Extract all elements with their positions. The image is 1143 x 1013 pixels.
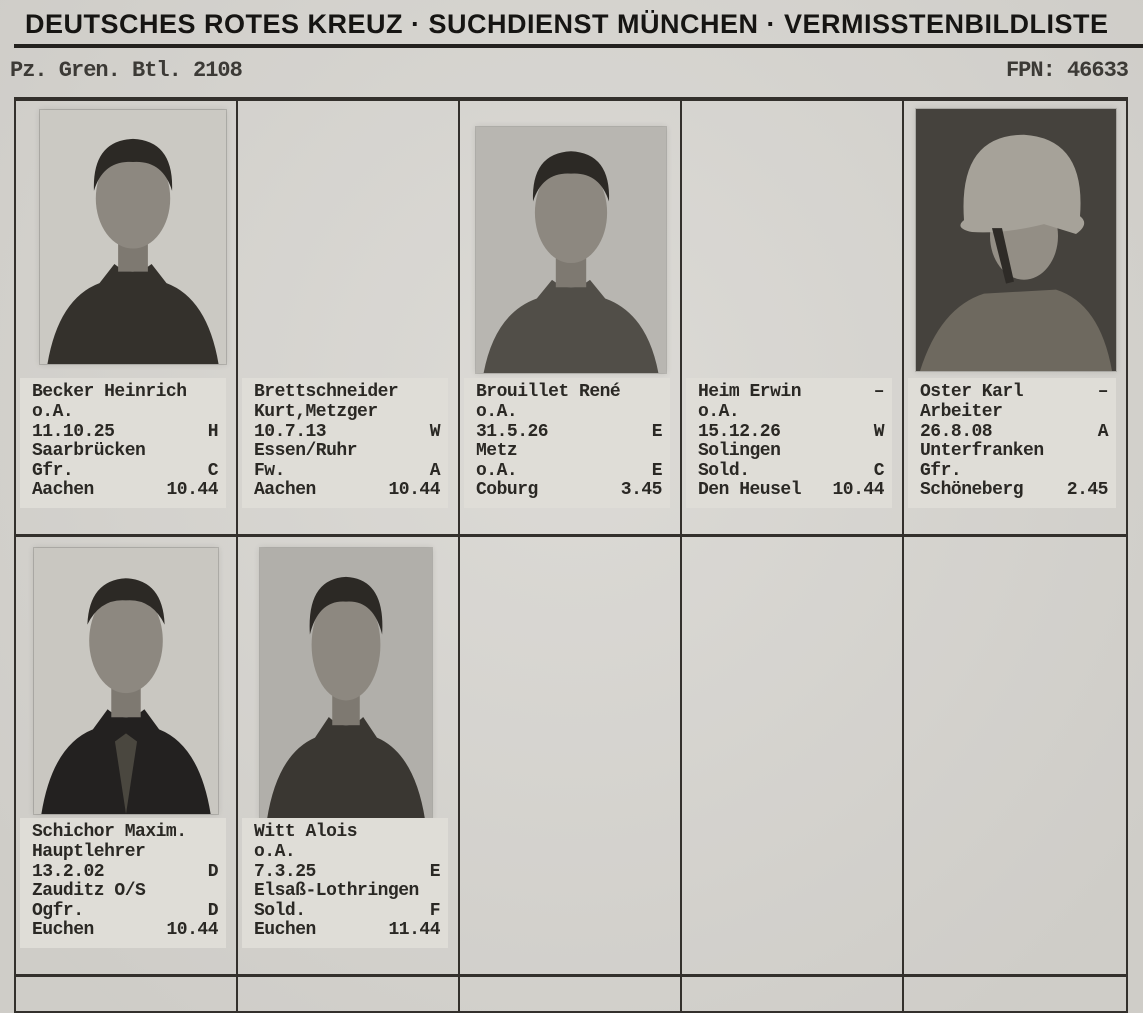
portrait-photo-brouillet [476, 127, 666, 373]
empty-cell [460, 977, 682, 1011]
entry-line [698, 383, 884, 403]
entry-cell-schichor-maxim [16, 537, 238, 977]
entry-field-left: Gfr. [920, 460, 962, 481]
entry-field-right: 10.44 [166, 920, 218, 941]
entry-field-left: 13.2.02 [32, 861, 105, 882]
entry-field-left: 31.5.26 [476, 421, 549, 442]
entry-field-right: W [873, 421, 884, 442]
entry-field-right: 10.44 [832, 480, 884, 501]
empty-cell [904, 977, 1126, 1011]
entry-field-left: Saarbrücken [32, 441, 146, 462]
entry-field-left: Aachen [254, 480, 316, 501]
entry-line [254, 823, 440, 843]
entry-label [686, 378, 892, 508]
document-title: DEUTSCHES ROTES KREUZ · SUCHDIENST MÜNCHEN · VERMISSTENBILDLISTE [25, 9, 1109, 39]
entry-field-left: Sold. [254, 900, 306, 921]
entry-field-right: – [1097, 382, 1108, 403]
entry-line [920, 462, 1108, 482]
entry-field-right: A [429, 460, 440, 481]
entry-field-left: Oster Karl [920, 382, 1024, 403]
entry-field-right: W [429, 421, 440, 442]
entry-field-left: 7.3.25 [254, 861, 316, 882]
entry-line [32, 843, 218, 863]
empty-cell [460, 537, 682, 977]
entry-field-left: Aachen [32, 480, 94, 501]
empty-cell [16, 977, 238, 1011]
entry-line [920, 442, 1108, 462]
unit-designation: Pz. Gren. Btl. 2108 [10, 58, 242, 83]
subheader [10, 58, 1128, 83]
entry-cell-heim-erwin [682, 101, 904, 537]
entry-field-left: Coburg [476, 480, 538, 501]
portrait-photo-schichor [34, 548, 218, 814]
entry-field-left: 15.12.26 [698, 421, 781, 442]
entry-field-left: Sold. [698, 460, 750, 481]
portrait-photo-becker [40, 110, 226, 364]
entry-field-left: Metz [476, 441, 518, 462]
entry-field-right: E [651, 460, 662, 481]
entry-label [20, 818, 226, 948]
entry-field-left: Euchen [32, 920, 94, 941]
entry-field-left: Den Heusel [698, 480, 802, 501]
entry-line [32, 882, 218, 902]
entry-field-left: 26.8.08 [920, 421, 993, 442]
entry-label [20, 378, 226, 508]
entry-field-right: 3.45 [620, 480, 662, 501]
entry-line [32, 823, 218, 843]
entry-field-left: Schichor Maxim. [32, 822, 187, 843]
entry-line [476, 462, 662, 482]
entry-line [698, 423, 884, 443]
entry-field-left: Heim Erwin [698, 382, 802, 403]
entry-field-right: C [873, 460, 884, 481]
entry-field-left: o.A. [32, 402, 74, 423]
entry-line [698, 442, 884, 462]
entry-cell-brouillet-rene [460, 101, 682, 537]
field-post-number: FPN: 46633 [1005, 58, 1128, 83]
entry-line [32, 902, 218, 922]
entry-field-left: Euchen [254, 920, 316, 941]
entry-field-left: Unterfranken [920, 441, 1044, 462]
entry-line [698, 481, 884, 501]
entry-field-right: H [207, 421, 218, 442]
entry-line [32, 423, 218, 443]
entry-field-left: Kurt,Metzger [254, 402, 378, 423]
entry-field-left: o.A. [476, 402, 518, 423]
empty-cell [238, 977, 460, 1011]
entry-line [32, 481, 218, 501]
entry-field-right: A [1097, 421, 1108, 442]
entry-line [32, 442, 218, 462]
entry-field-right: E [651, 421, 662, 442]
entry-line [476, 403, 662, 423]
entry-line [476, 442, 662, 462]
entry-line [254, 403, 440, 423]
entry-label [908, 378, 1116, 508]
entry-field-right: 11.44 [388, 920, 440, 941]
entry-field-left: Elsaß-Lothringen [254, 881, 419, 902]
entry-field-right: – [873, 382, 884, 403]
entry-line [698, 403, 884, 423]
entry-line [920, 481, 1108, 501]
entry-line [254, 442, 440, 462]
photo-list-grid [14, 97, 1128, 1013]
entry-cell-witt-alois [238, 537, 460, 977]
entry-line [254, 882, 440, 902]
entry-field-left: Brouillet René [476, 382, 621, 403]
entry-field-left: Becker Heinrich [32, 382, 187, 403]
entry-field-left: Solingen [698, 441, 781, 462]
entry-line [254, 383, 440, 403]
entry-field-right: 10.44 [388, 480, 440, 501]
empty-cell [682, 977, 904, 1011]
entry-line [920, 423, 1108, 443]
entry-field-right: 10.44 [166, 480, 218, 501]
entry-field-left: Arbeiter [920, 402, 1003, 423]
entry-field-left: o.A. [476, 460, 518, 481]
entry-line [476, 423, 662, 443]
entry-field-left: o.A. [698, 402, 740, 423]
entry-field-left: Brettschneider [254, 382, 399, 403]
entry-field-left: 11.10.25 [32, 421, 115, 442]
entry-label [242, 378, 448, 508]
entry-line [254, 902, 440, 922]
entry-line [254, 843, 440, 863]
entry-field-left: Schöneberg [920, 480, 1024, 501]
entry-field-left: Fw. [254, 460, 285, 481]
portrait-photo-witt [260, 548, 432, 820]
entry-cell-becker-heinrich [16, 101, 238, 537]
entry-field-left: Hauptlehrer [32, 842, 146, 863]
entry-line [254, 423, 440, 443]
entry-line [920, 403, 1108, 423]
entry-field-left: Essen/Ruhr [254, 441, 358, 462]
entry-line [476, 383, 662, 403]
entry-cell-brettschneider-kurt [238, 101, 460, 537]
entry-line [32, 403, 218, 423]
entry-line [476, 481, 662, 501]
entry-label [464, 378, 670, 508]
entry-field-left: Witt Alois [254, 822, 358, 843]
entry-field-right: E [429, 861, 440, 882]
entry-line [254, 481, 440, 501]
entry-field-right: F [429, 900, 440, 921]
entry-line [32, 462, 218, 482]
entry-line [920, 383, 1108, 403]
empty-cell [682, 537, 904, 977]
entry-field-left: 10.7.13 [254, 421, 327, 442]
entry-line [254, 462, 440, 482]
empty-cell [904, 537, 1126, 977]
entry-field-left: o.A. [254, 842, 296, 863]
entry-line [32, 863, 218, 883]
entry-line [32, 383, 218, 403]
entry-line [254, 921, 440, 941]
entry-field-right: D [207, 900, 218, 921]
entry-field-right: D [207, 861, 218, 882]
entry-field-right: C [207, 460, 218, 481]
title-underline [14, 44, 1143, 48]
entry-line [32, 921, 218, 941]
entry-line [254, 863, 440, 883]
entry-line [698, 462, 884, 482]
entry-label [242, 818, 448, 948]
entry-field-left: Ogfr. [32, 900, 84, 921]
entry-cell-oster-karl [904, 101, 1126, 537]
entry-field-left: Gfr. [32, 460, 74, 481]
portrait-photo-oster-helmet [916, 109, 1116, 371]
entry-field-left: Zauditz O/S [32, 881, 146, 902]
entry-field-right: 2.45 [1066, 480, 1108, 501]
